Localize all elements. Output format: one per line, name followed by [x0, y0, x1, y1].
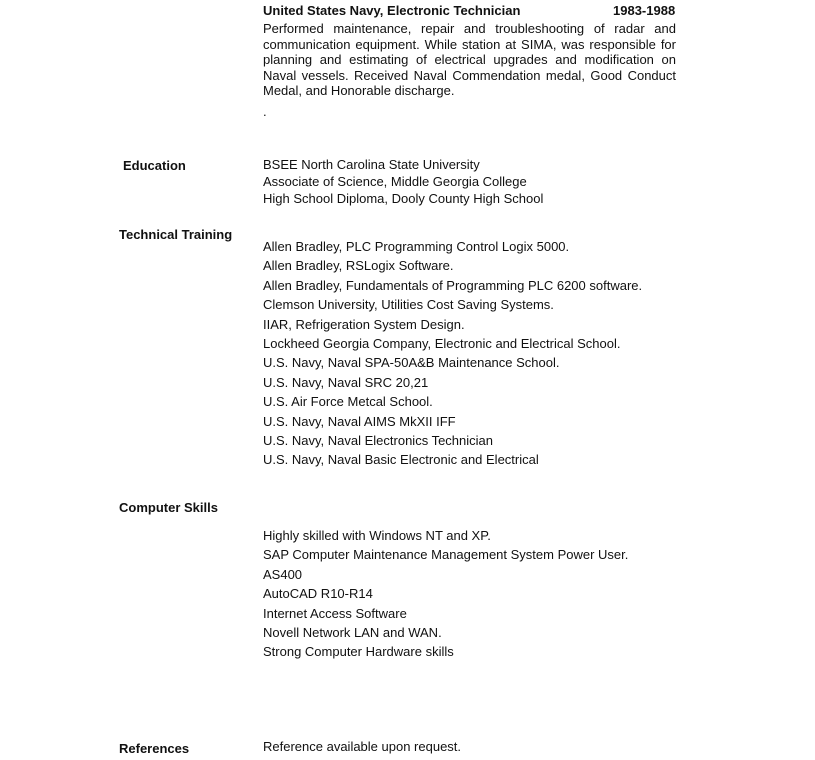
technical-training-list: [263, 237, 642, 470]
training-item: Allen Bradley, RSLogix Software.: [263, 258, 454, 274]
training-item: U.S. Navy, Naval AIMS MkXII IFF: [263, 413, 456, 429]
training-item: U.S. Air Force Metcal School.: [263, 394, 433, 410]
education-list: [263, 156, 543, 207]
education-item: BSEE North Carolina State University: [263, 157, 480, 172]
training-item: Allen Bradley, Fundamentals of Programming PLC 6200 software.: [263, 277, 643, 293]
job-dates: 1983-1988: [613, 3, 676, 18]
training-item: U.S. Navy, Naval Basic Electronic and Electrical: [263, 452, 539, 468]
training-item: U.S. Navy, Naval Electronics Technician: [263, 432, 494, 448]
education-item: High School Diploma, Dooly County High School: [263, 191, 544, 206]
training-item: U.S. Navy, Naval SRC 20,21: [263, 374, 429, 390]
job-title: United States Navy, Electronic Technician: [263, 3, 521, 18]
computer-skills-list: [263, 526, 628, 662]
education-item: Associate of Science, Middle Georgia College: [263, 174, 527, 189]
job-description: Performed maintenance, repair and troubleshooting of radar and communication equipment. While station at SIMA, was responsible for planning and estimating of electrical upgrades and modification on Naval vessels. Received Naval Commendation medal, Good Conduct Medal, and Honorable discharge.: [263, 21, 676, 98]
technical-training-heading: Technical Training: [119, 227, 233, 242]
references-heading: References: [119, 741, 190, 756]
skill-item: AS400: [263, 566, 303, 582]
education-heading: Education: [123, 158, 186, 173]
training-item: Lockheed Georgia Company, Electronic and Electrical School.: [263, 335, 621, 351]
training-item: IIAR, Refrigeration System Design.: [263, 316, 465, 332]
computer-skills-heading: Computer Skills: [119, 500, 218, 515]
skill-item: Internet Access Software: [263, 605, 407, 621]
skill-item: AutoCAD R10-R14: [263, 586, 373, 602]
training-item: Clemson University, Utilities Cost Saving Systems.: [263, 297, 554, 313]
skill-item: Novell Network LAN and WAN.: [263, 624, 442, 640]
skill-item: Highly skilled with Windows NT and XP.: [263, 528, 491, 543]
training-item: U.S. Navy, Naval SPA-50A&B Maintenance School.: [263, 355, 560, 371]
training-item: Allen Bradley, PLC Programming Control Logix 5000.: [263, 239, 570, 254]
skill-item: SAP Computer Maintenance Management System Power User.: [263, 547, 629, 563]
trailing-mark: .: [263, 104, 267, 119]
references-text: Reference available upon request.: [263, 739, 462, 754]
skill-item: Strong Computer Hardware skills: [263, 644, 454, 660]
